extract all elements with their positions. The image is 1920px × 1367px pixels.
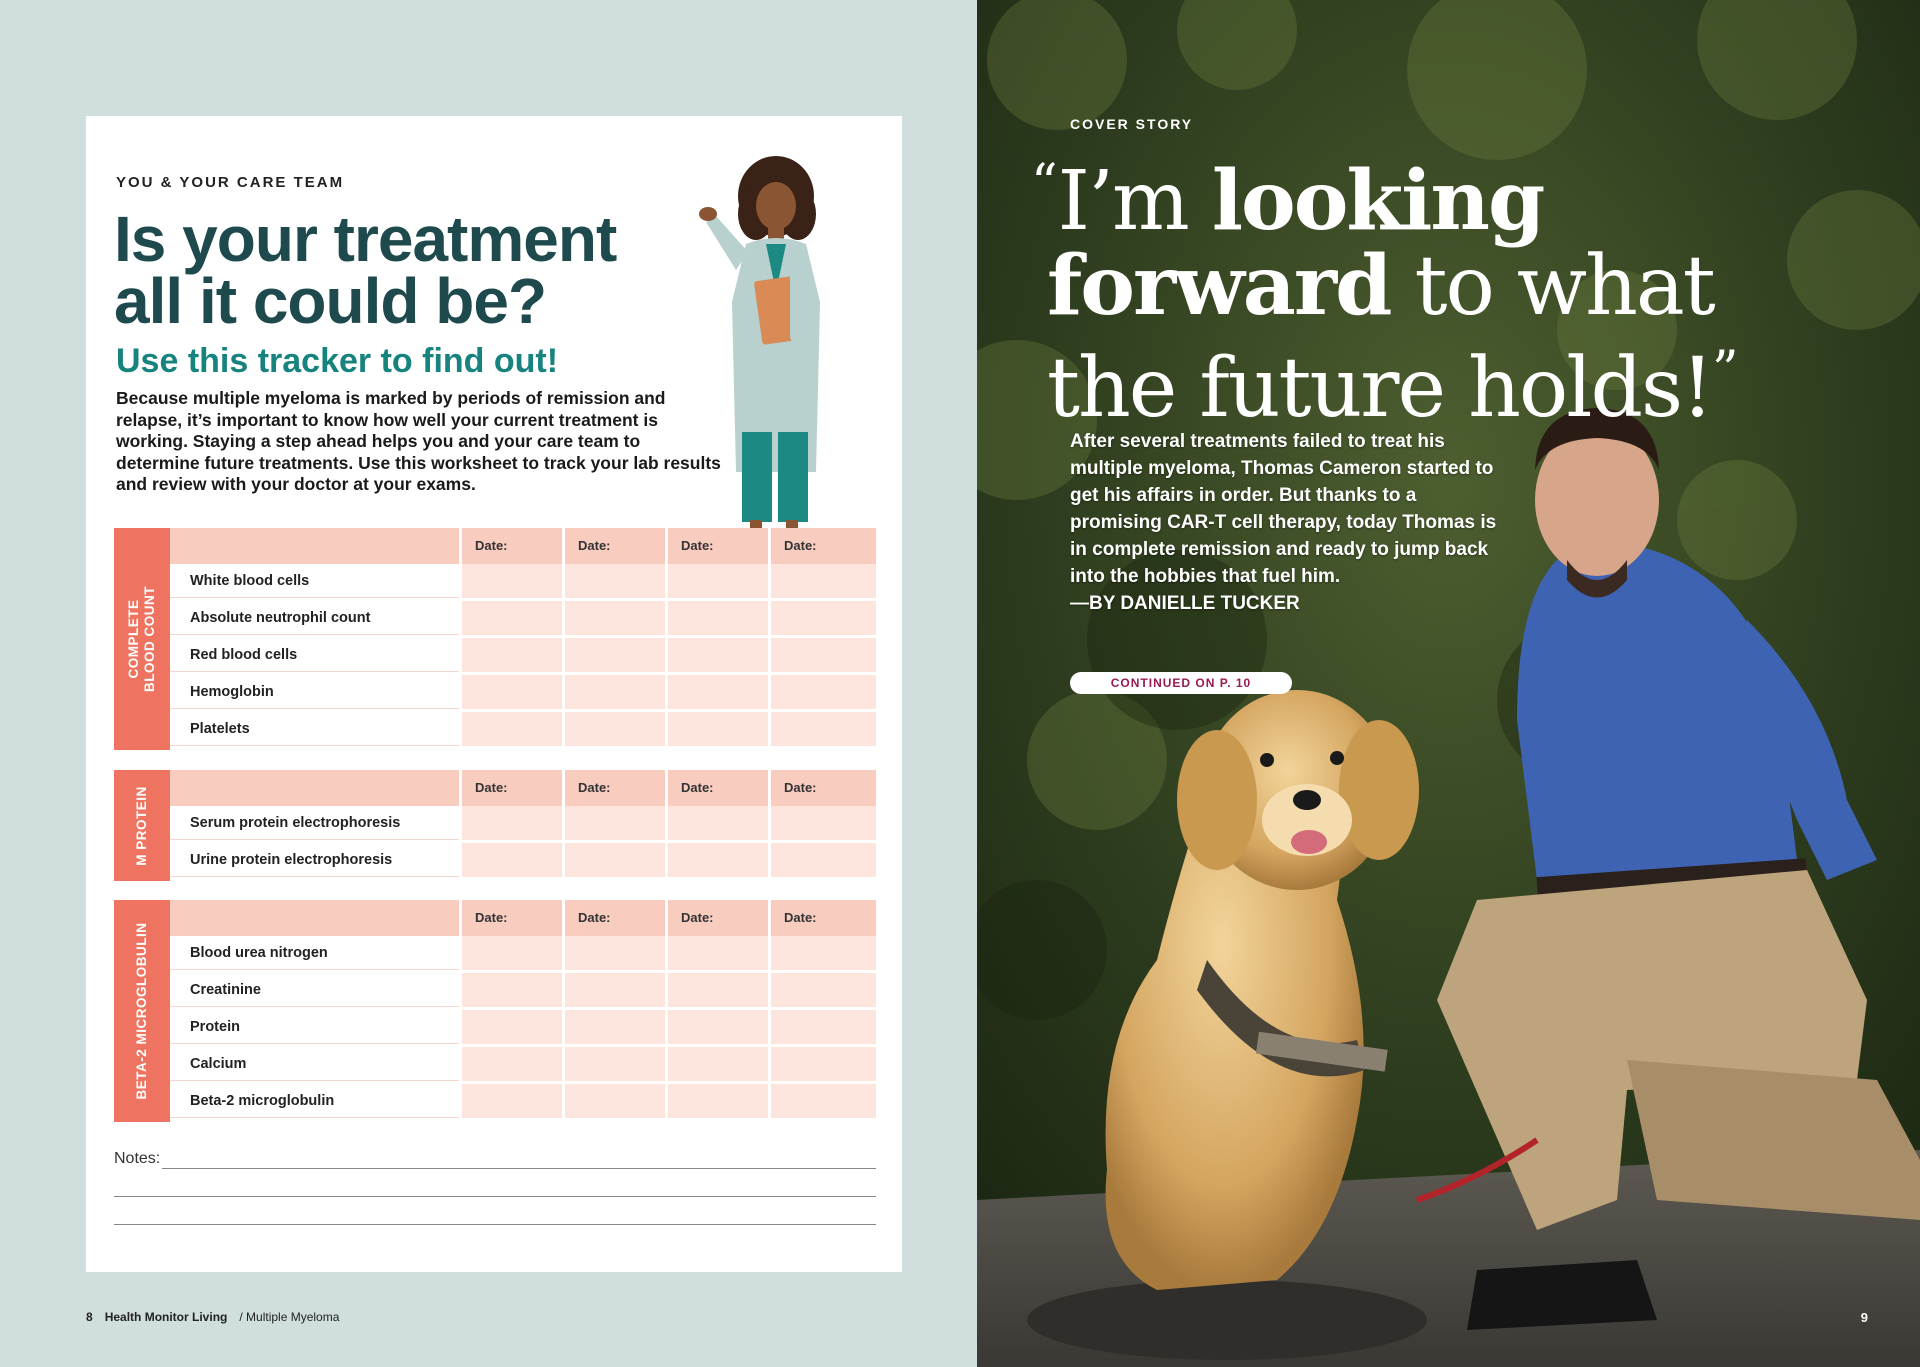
date-header[interactable]: Date:	[784, 538, 817, 553]
row-label: Blood urea nitrogen	[170, 936, 459, 970]
date-header[interactable]: Date:	[578, 910, 611, 925]
quote-close: ”	[1712, 341, 1739, 401]
quote-open: “	[1031, 154, 1058, 214]
date-header[interactable]: Date:	[475, 910, 508, 925]
section-tab	[114, 528, 170, 750]
column-divider	[562, 900, 565, 1122]
column-divider	[665, 770, 668, 881]
row-label: Hemoglobin	[170, 675, 459, 709]
section-name: / Multiple Myeloma	[239, 1310, 340, 1324]
row-label: White blood cells	[170, 564, 459, 598]
quote-word: forward	[1047, 238, 1391, 334]
page-subhead: Use this tracker to find out!	[116, 342, 559, 380]
quote-word: the future holds!	[1047, 341, 1713, 436]
date-header[interactable]: Date:	[578, 538, 611, 553]
section-tab-label: BETA-2 MICROGLOBULIN	[134, 922, 149, 1100]
date-header[interactable]: Date:	[475, 780, 508, 795]
quote-word: looking	[1211, 153, 1544, 249]
headline-line-2: all it could be?	[114, 265, 547, 337]
tracker-m-protein	[114, 770, 876, 881]
column-divider	[768, 900, 771, 1122]
publication-name: Health Monitor Living	[104, 1310, 228, 1324]
date-header[interactable]: Date:	[784, 780, 817, 795]
row-label: Protein	[170, 1010, 459, 1044]
quote-word: I’m	[1057, 154, 1188, 249]
column-divider	[562, 770, 565, 881]
cover-dek	[1070, 428, 1500, 617]
doctor-illustration	[694, 152, 894, 552]
section-tab	[114, 770, 170, 881]
notes-label: Notes:	[114, 1150, 161, 1167]
row-label: Red blood cells	[170, 638, 459, 672]
quote-word: to what	[1414, 239, 1714, 334]
page-headline	[114, 203, 714, 337]
right-page	[977, 0, 1920, 1367]
row-label: Absolute neutrophil count	[170, 601, 459, 635]
row-label: Creatinine	[170, 973, 459, 1007]
dek-text: After several treatments failed to treat his multiple myeloma, Thomas Cameron started to get his affairs in order. But thanks to a promising CAR-T cell therapy, today Thomas is in complete remission and ready to jump back into the hobbies that fuel him.	[1070, 431, 1497, 587]
intro-paragraph: Because multiple myeloma is marked by periods of remission and relapse, it’s important to know how well your current treatment is working. Staying a step ahead helps you and your care team to determine future treatments. Use this worksheet to track your lab results and review with your doctor at your exams.	[116, 388, 721, 494]
left-footer	[86, 1310, 339, 1324]
column-divider	[665, 528, 668, 750]
notes-line[interactable]	[114, 1196, 876, 1197]
date-header[interactable]: Date:	[475, 538, 508, 553]
date-header[interactable]: Date:	[784, 910, 817, 925]
column-divider	[768, 528, 771, 750]
column-divider	[562, 528, 565, 750]
cover-kicker: COVER STORY	[1070, 116, 1194, 132]
column-divider	[768, 770, 771, 881]
row-label: Urine protein electrophoresis	[170, 843, 459, 877]
tracker-complete-blood-count	[114, 528, 876, 750]
headline-line-1: Is your treatment	[114, 203, 617, 275]
date-header[interactable]: Date:	[578, 780, 611, 795]
tracker-card	[86, 116, 902, 1272]
row-label: Calcium	[170, 1047, 459, 1081]
date-header[interactable]: Date:	[681, 780, 714, 795]
column-divider	[665, 900, 668, 1122]
section-tab-label: COMPLETE BLOOD COUNT	[126, 586, 157, 692]
page-number-left: 8	[86, 1310, 93, 1324]
byline: —BY DANIELLE TUCKER	[1070, 593, 1300, 614]
continued-button[interactable]: CONTINUED ON P. 10	[1070, 672, 1292, 694]
column-divider	[459, 528, 462, 750]
section-kicker: YOU & YOUR CARE TEAM	[116, 174, 345, 191]
column-divider	[459, 770, 462, 881]
date-header[interactable]: Date:	[681, 910, 714, 925]
section-tab-label: M PROTEIN	[134, 785, 149, 866]
row-label: Beta-2 microglobulin	[170, 1084, 459, 1118]
page-number-right: 9	[1860, 1310, 1868, 1325]
notes-line[interactable]	[162, 1168, 876, 1169]
row-label: Serum protein electrophoresis	[170, 806, 459, 840]
notes-line[interactable]	[114, 1224, 876, 1225]
column-divider	[459, 900, 462, 1122]
row-label: Platelets	[170, 712, 459, 746]
tracker-beta2-microglobulin	[114, 900, 876, 1122]
section-tab	[114, 900, 170, 1122]
cover-quote	[1031, 142, 1791, 436]
date-header[interactable]: Date:	[681, 538, 714, 553]
